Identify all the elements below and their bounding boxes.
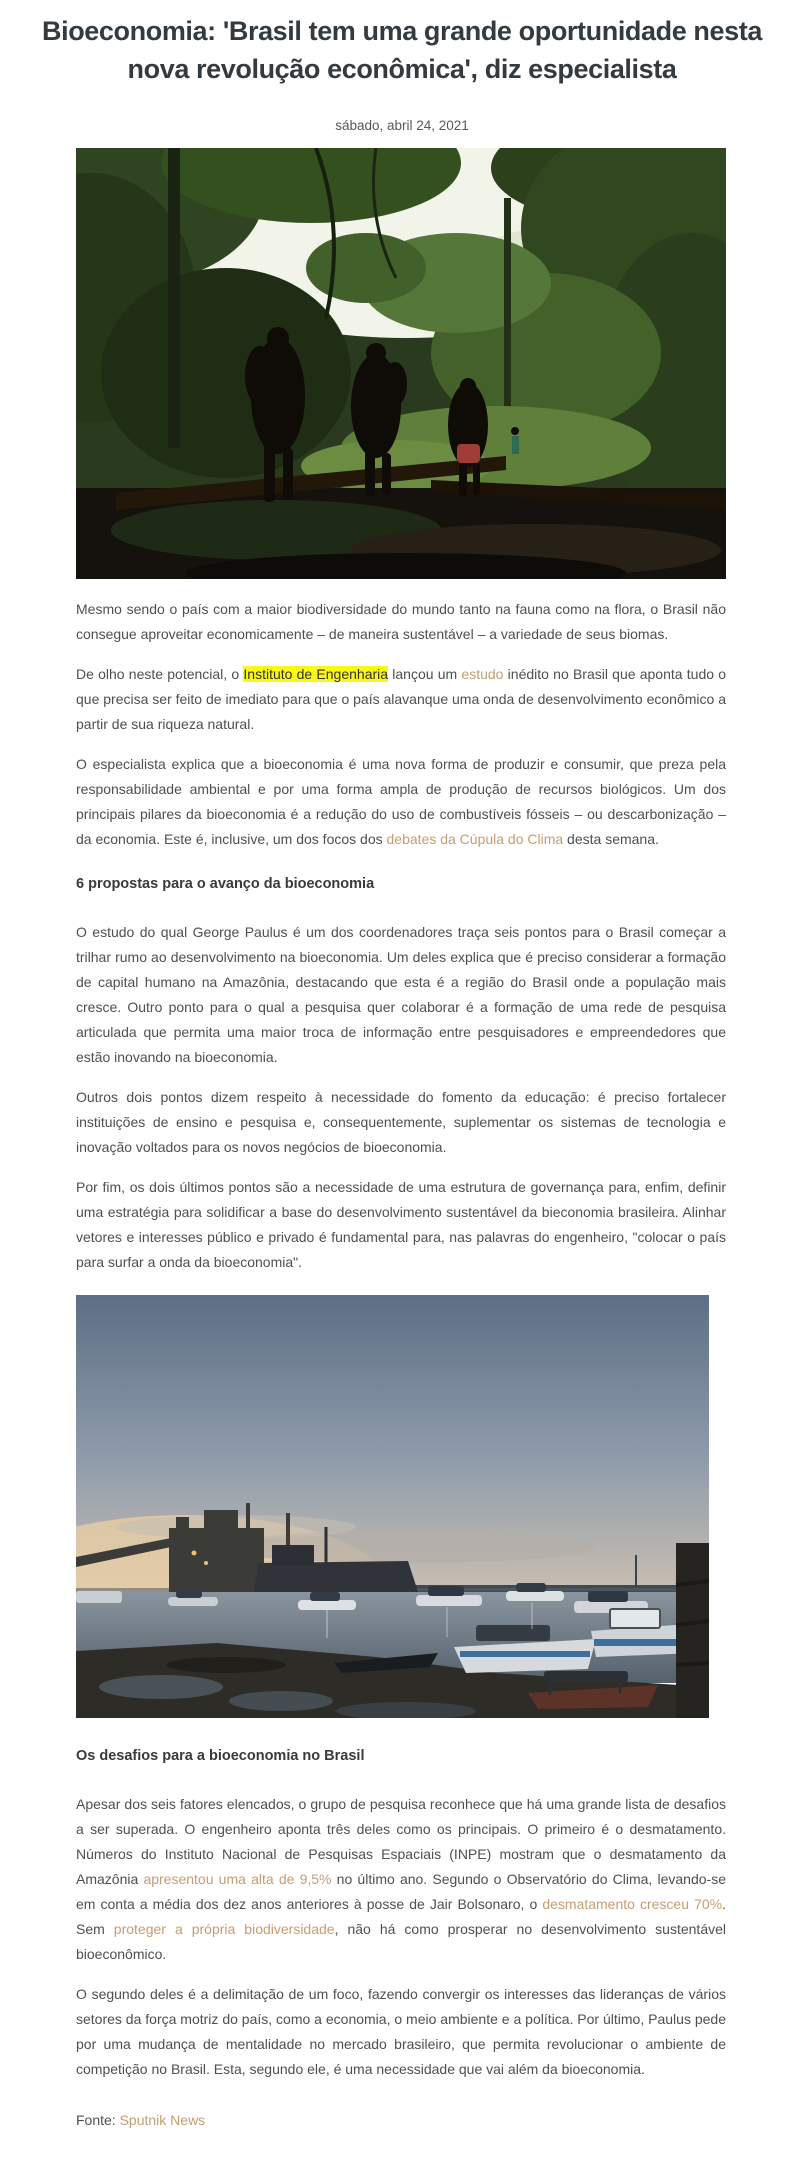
article-date: sábado, abril 24, 2021 (335, 118, 469, 133)
highlighted-text: Instituto de Engenharia (243, 666, 389, 682)
inline-link[interactable]: estudo (461, 666, 504, 682)
article-paragraph: Mesmo sendo o país com a maior biodiversidade do mundo tanto na fauna como na flora, o Brasil não consegue aproveitar economicamente – de maneira sustentável – a variedade de seus biomas. (76, 601, 726, 642)
article-figure-forest (76, 148, 726, 579)
inline-link[interactable]: Sputnik News (119, 2112, 206, 2128)
article-body-top (76, 597, 726, 1275)
section-heading: 6 propostas para o avanço da bioeconomia (76, 876, 375, 892)
article-paragraph: Apesar dos seis fatores elencados, o grupo de pesquisa reconhece que há uma grande lista de desafios a ser superada. O engenheiro aponta três deles como os principais. O primeiro é o desmatamento. Números do Instituto Nacional de Pesquisas Espaciais (INPE) mostram que o desmatamento da Amazônia apresentou uma alta de 9,5% no último ano. Segundo o Observatório do Clima, levando-se em conta a média dos dez anos anteriores à posse de Jair Bolsonaro, o desmatamento cresceu 70%. Sem proteger a própria biodiversidade, não há como prosperar no desenvolvimento sustentável bioeconômico. (76, 1796, 727, 1962)
article-paragraph: O segundo deles é a delimitação de um foco, fazendo convergir os interesses das lideranças de vários setores da força motriz do país, como a economia, o meio ambiente e a política. Por último, Paulus pede por uma mudança de mentalidade no mercado brasileiro, que permita revolucionar o ambiente de competição no Brasil. Esta, segundo ele, é uma necessidade que vai além da bioeconomia. (76, 1986, 726, 2077)
inline-link[interactable]: desmatamento cresceu 70% (542, 1896, 723, 1912)
article-figure-harbor (76, 1295, 726, 1718)
section-heading: Os desafios para a bioeconomia no Brasil (76, 1748, 365, 1764)
article-paragraph: Por fim, os dois últimos pontos são a necessidade de uma estrutura de governança para, enfim, definir uma estratégia para solidificar a base do desenvolvimento sustentável da bieconomia brasileira. Alinhar vetores e interesses público e privado é fundamental para, nas palavras do engenheiro, "colocar o país para surfar a onda da bioeconomia". (76, 1179, 726, 1270)
inline-link[interactable]: apresentou uma alta de 9,5% (143, 1871, 332, 1887)
article-paragraph: Outros dois pontos dizem respeito à necessidade do fomento da educação: é preciso fortalecer instituições de ensino e pesquisa e, consequentemente, suplementar os sistemas de tecnologia e inovação voltados para os novos negócios de bioeconomia. (76, 1089, 726, 1155)
article-paragraph: O estudo do qual George Paulus é um dos coordenadores traça seis pontos para o Brasil começar a trilhar rumo ao desenvolvimento na bioeconomia. Um deles explica que é preciso considerar a formação de capital humano na Amazônia, destacando que esta é a região do Brasil onde a população mais cresce. Outro ponto para o qual a pesquisa quer colaborar é a formação de uma rede de pesquisa articulada que permita uma maior troca de informação entre pesquisadores e empreendedores que estão inovando na bioeconomia. (76, 924, 726, 1065)
indigenous-forest-bridge-photo (76, 148, 726, 579)
article-body-bottom (76, 1746, 726, 2133)
source-line: Fonte: Sputnik News (76, 2112, 206, 2128)
harbor-boats-dusk-photo (76, 1295, 709, 1718)
article-paragraph: O especialista explica que a bioeconomia é uma nova forma de produzir e consumir, que preza pela responsabilidade ambiental e por uma forma ampla de produção de recursos biológicos. Um dos principais pilares da bioeconomia é a redução do uso de combustíveis fósseis – ou descarbonização – da economia. Este é, inclusive, um dos focos dos debates da Cúpula do Clima desta semana. (76, 756, 726, 847)
inline-link[interactable]: debates da Cúpula do Clima (386, 831, 564, 847)
article-paragraph: De olho neste potencial, o Instituto de Engenharia lançou um estudo inédito no Brasil que aponta tudo o que precisa ser feito de imediato para que o país alavanque uma onda de desenvolvimento econômico a partir de sua riqueza natural. (76, 666, 727, 732)
article-title: Bioeconomia: 'Brasil tem uma grande oportunidade nesta nova revolução econômica', diz especialista (42, 16, 762, 84)
inline-link[interactable]: proteger a própria biodiversidade (113, 1921, 335, 1937)
article-content (76, 148, 726, 2133)
